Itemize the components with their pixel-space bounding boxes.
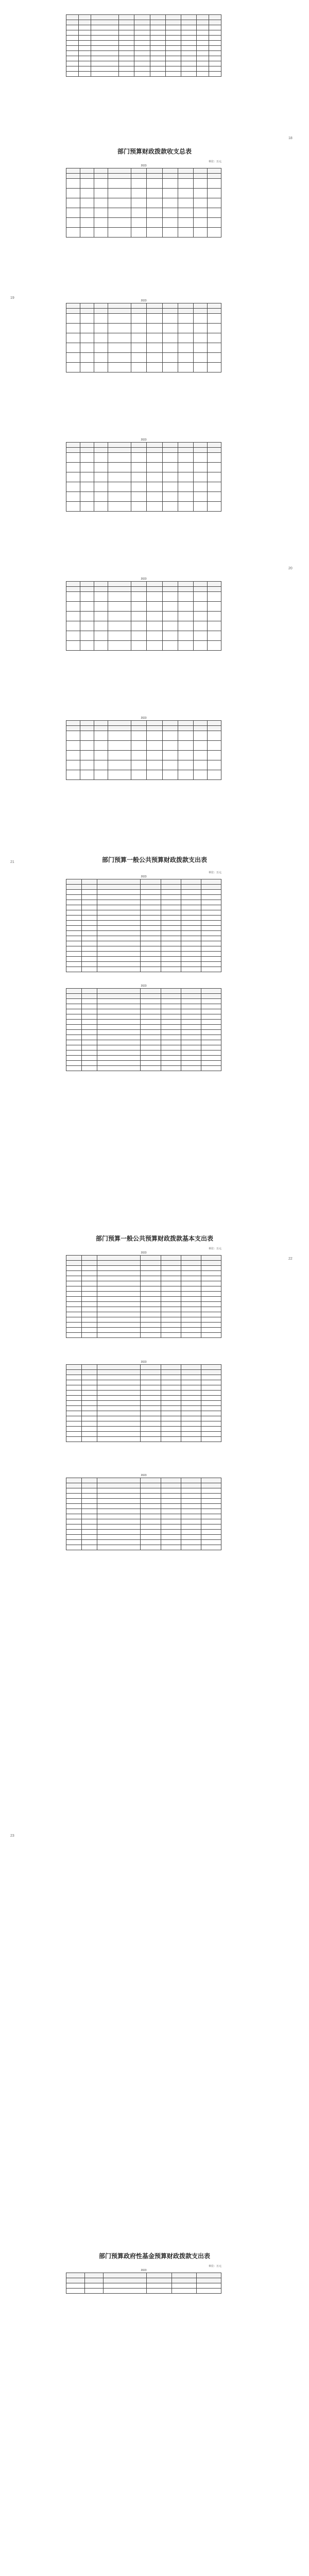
table-sheet-6 bbox=[66, 716, 221, 780]
sheet-meta bbox=[66, 10, 221, 14]
table-sheet-9 bbox=[66, 1247, 221, 1338]
page-number: 21 bbox=[10, 860, 14, 864]
data-table bbox=[66, 720, 221, 780]
data-table bbox=[66, 988, 221, 1071]
sheet-year: 2023 bbox=[141, 438, 147, 442]
table-sheet-12 bbox=[66, 2264, 221, 2294]
sheet-year: 2023 bbox=[141, 578, 147, 581]
section-title: 部门预算一般公共预算财政拨款支出表 bbox=[101, 856, 207, 863]
section-title: 部门预算一般公共预算财政拨款基本支出表 bbox=[95, 1235, 213, 1242]
data-table bbox=[66, 442, 221, 512]
page-number: 22 bbox=[288, 1257, 293, 1261]
page-number: 19 bbox=[10, 296, 14, 300]
section-title: 部门预算政府性基金预算财政拨款支出表 bbox=[98, 2252, 210, 2260]
page-number: 23 bbox=[10, 1834, 14, 1838]
sheet-year: 2023 bbox=[141, 1251, 147, 1255]
table-sheet-5 bbox=[66, 577, 221, 651]
unit-label: 单位：万元 bbox=[208, 871, 221, 874]
section-title: 部门预算财政拨款收支总表 bbox=[117, 148, 192, 155]
sheet-meta bbox=[66, 871, 221, 875]
sheet-year: 2023 bbox=[141, 1361, 147, 1364]
sheet-year: 2023 bbox=[141, 299, 147, 302]
data-table bbox=[66, 1478, 221, 1550]
page-number: 20 bbox=[288, 567, 293, 570]
table-sheet-3 bbox=[66, 299, 221, 372]
sheet-year: 2023 bbox=[141, 717, 147, 720]
sheet-year: 2023 bbox=[141, 2269, 147, 2272]
data-table bbox=[66, 14, 221, 77]
sheet-year: 2023 bbox=[141, 875, 147, 878]
unit-label: 单位：万元 bbox=[208, 1247, 221, 1250]
data-table bbox=[66, 879, 221, 972]
data-table bbox=[66, 1255, 221, 1338]
page-number: 18 bbox=[288, 137, 293, 140]
sheet-meta bbox=[66, 2264, 221, 2268]
unit-label: 单位：万元 bbox=[208, 160, 221, 163]
table-sheet-8 bbox=[66, 984, 221, 1071]
sheet-year: 2023 bbox=[141, 985, 147, 988]
table-sheet-11 bbox=[66, 1473, 221, 1550]
data-table bbox=[66, 581, 221, 651]
sheet-meta bbox=[66, 1247, 221, 1251]
data-table bbox=[66, 303, 221, 372]
sheet-year: 2023 bbox=[141, 164, 147, 167]
sheet-meta bbox=[66, 160, 221, 164]
table-sheet-2 bbox=[66, 160, 221, 238]
data-table bbox=[66, 2273, 221, 2294]
sheet-year: 2023 bbox=[141, 1474, 147, 1477]
table-sheet-1 bbox=[66, 10, 221, 77]
table-sheet-10 bbox=[66, 1360, 221, 1442]
table-sheet-7 bbox=[66, 871, 221, 972]
unit-label: 单位：万元 bbox=[208, 2265, 221, 2268]
data-table bbox=[66, 1364, 221, 1442]
data-table bbox=[66, 168, 221, 238]
table-sheet-4 bbox=[66, 438, 221, 512]
